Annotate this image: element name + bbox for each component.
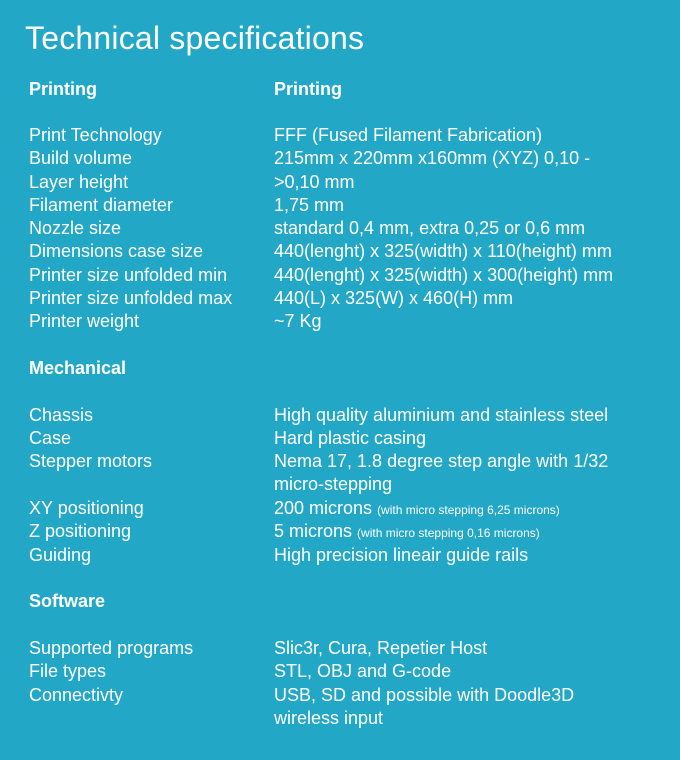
heading-left: Printing (29, 79, 97, 99)
spec-label: XY positioning (29, 498, 144, 518)
spec-label: Chassis (29, 405, 94, 425)
heading-left: Software (29, 591, 106, 611)
spec-value-note: (with micro stepping 6,25 microns) (377, 503, 560, 517)
spec-value: High precision lineair guide rails (274, 545, 529, 565)
spec-label: Nozzle size (29, 218, 122, 238)
spec-label: Case (29, 428, 72, 448)
spec-label: Stepper motors (29, 451, 153, 471)
spec-label: File types (29, 661, 107, 681)
spec-value: STL, OBJ and G-code (274, 661, 452, 681)
spec-value: FFF (Fused Filament Fabrication) (274, 125, 543, 145)
spec-value-line: micro-stepping (274, 474, 393, 495)
spec-value: Hard plastic casing (274, 428, 427, 448)
spec-value: 215mm x 220mm x160mm (XYZ) 0,10 - (274, 148, 591, 168)
spec-label: Printer size unfolded max (29, 288, 233, 308)
spec-value: High quality aluminium and stainless steel (274, 405, 609, 425)
spec-value: >0,10 mm (274, 172, 355, 192)
heading-right: Printing (274, 79, 342, 99)
page-title: Technical specifications (25, 20, 365, 56)
spec-value (274, 450, 654, 497)
spec-label: Printer weight (29, 311, 140, 331)
spec-value-line: USB, SD and possible with Doodle3D (274, 685, 575, 705)
spec-value (274, 684, 654, 731)
spec-label: Printer size unfolded min (29, 265, 228, 285)
spec-value-note: (with micro stepping 0,16 microns) (357, 526, 540, 540)
spec-value-line: wireless input (274, 708, 384, 729)
spec-value (274, 520, 654, 545)
spec-value: ~7 Kg (274, 311, 322, 331)
spec-label: Print Technology (29, 125, 162, 145)
spec-value: 440(lenght) x 325(width) x 110(height) mm (274, 241, 612, 261)
spec-label: Layer height (29, 172, 129, 192)
spec-value-main: 200 microns (274, 498, 373, 518)
spec-label: Connectivty (29, 685, 124, 705)
spec-value-main: 5 microns (274, 521, 353, 541)
spec-value: 1,75 mm (274, 195, 345, 215)
spec-label: Supported programs (29, 638, 194, 658)
spec-label: Z positioning (29, 521, 132, 541)
heading-left: Mechanical (29, 358, 127, 378)
spec-value: 440(L) x 325(W) x 460(H) mm (274, 288, 514, 308)
spec-label: Filament diameter (29, 195, 174, 215)
spec-value: 440(lenght) x 325(width) x 300(height) mm (274, 265, 614, 285)
spec-value-line: Nema 17, 1.8 degree step angle with 1/32 (274, 451, 609, 471)
spec-label: Build volume (29, 148, 133, 168)
spec-value (274, 497, 654, 522)
spec-value: standard 0,4 mm, extra 0,25 or 0,6 mm (274, 218, 586, 238)
spec-value: Slic3r, Cura, Repetier Host (274, 638, 488, 658)
spec-label: Dimensions case size (29, 241, 204, 261)
spec-label: Guiding (29, 545, 92, 565)
